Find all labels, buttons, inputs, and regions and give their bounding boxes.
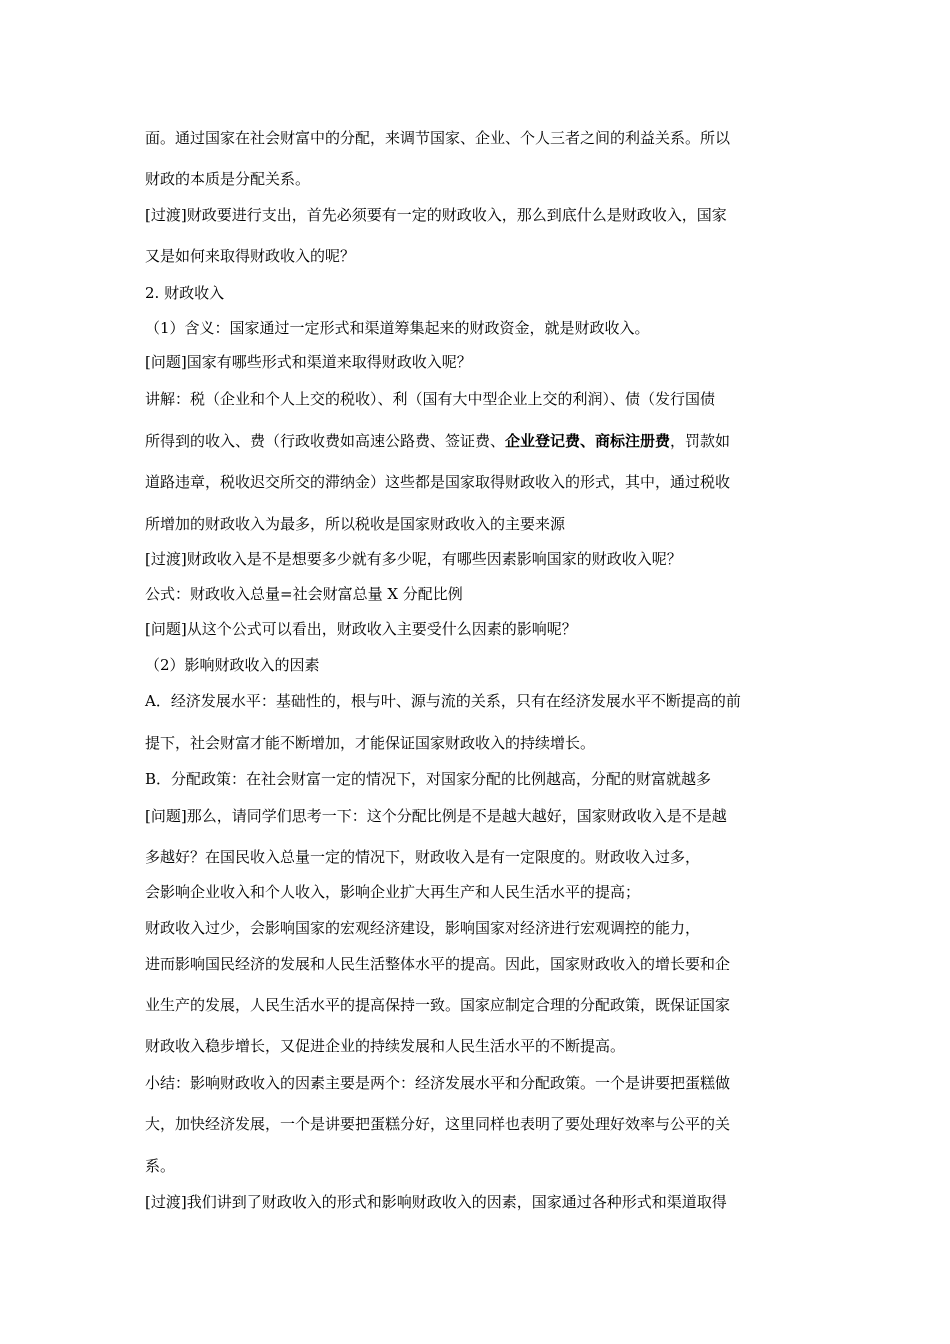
section-heading: 2. 财政收入 bbox=[145, 284, 225, 302]
text-line: 小结：影响财政收入的因素主要是两个：经济发展水平和分配政策。一个是讲要把蛋糕做 bbox=[145, 1074, 731, 1092]
section-heading: （2）影响财政收入的因素 bbox=[145, 656, 320, 674]
text-line: [过渡]财政要进行支出，首先必须要有一定的财政收入，那么到底什么是财政收入，国家 bbox=[145, 206, 727, 224]
text-line: A．经济发展水平：基础性的，根与叶、源与流的关系，只有在经济发展水平不断提高的前 bbox=[145, 692, 741, 710]
text-line: （1）含义：国家通过一定形式和渠道筹集起来的财政资金，就是财政收入。 bbox=[145, 319, 650, 337]
text-line: 会影响企业收入和个人收入，影响企业扩大再生产和人民生活水平的提高； bbox=[145, 883, 641, 901]
text-line: 面。通过国家在社会财富中的分配，来调节国家、企业、个人三者之间的利益关系。所以 bbox=[145, 129, 731, 147]
text-line: [问题]国家有哪些形式和渠道来取得财政收入呢？ bbox=[145, 353, 472, 371]
text-line: 业生产的发展，人民生活水平的提高保持一致。国家应制定合理的分配政策，既保证国家 bbox=[145, 996, 731, 1014]
text-line: 系。 bbox=[145, 1157, 176, 1175]
text-plain: ，罚款如 bbox=[670, 432, 731, 450]
text-plain: 所得到的收入、费（行政收费如高速公路费、签证费、 bbox=[145, 432, 506, 450]
text-line: 所增加的财政收入为最多，所以税收是国家财政收入的主要来源 bbox=[145, 515, 566, 533]
text-line: [问题]那么，请同学们思考一下：这个分配比例是不是越大越好，国家财政收入是不是越 bbox=[145, 807, 727, 825]
text-line-with-bold bbox=[145, 431, 730, 451]
text-line: 道路违章，税收迟交所交的滞纳金）这些都是国家取得财政收入的形式，其中，通过税收 bbox=[145, 473, 731, 491]
text-line: 又是如何来取得财政收入的呢？ bbox=[145, 247, 356, 265]
text-line: 大，加快经济发展，一个是讲要把蛋糕分好，这里同样也表明了要处理好效率与公平的关 bbox=[145, 1115, 731, 1133]
text-line: [过渡]我们讲到了财政收入的形式和影响财政收入的因素，国家通过各种形式和渠道取得 bbox=[145, 1193, 727, 1211]
text-line: 财政收入过少，会影响国家的宏观经济建设，影响国家对经济进行宏观调控的能力， bbox=[145, 919, 701, 937]
text-line: 进而影响国民经济的发展和人民生活整体水平的提高。因此，国家财政收入的增长要和企 bbox=[145, 955, 731, 973]
text-line: 提下，社会财富才能不断增加，才能保证国家财政收入的持续增长。 bbox=[145, 734, 596, 752]
text-line: 讲解：税（企业和个人上交的税收）、利（国有大中型企业上交的利润）、债（发行国债 bbox=[145, 390, 716, 408]
text-line: 多越好？在国民收入总量一定的情况下，财政收入是有一定限度的。财政收入过多， bbox=[145, 848, 701, 866]
text-line: B．分配政策：在社会财富一定的情况下，对国家分配的比例越高，分配的财富就越多 bbox=[145, 770, 712, 788]
text-line: [过渡]财政收入是不是想要多少就有多少呢，有哪些因素影响国家的财政收入呢？ bbox=[145, 550, 682, 568]
text-bold: 企业登记费、商标注册费 bbox=[505, 432, 671, 450]
formula-line: 公式：财政收入总量=社会财富总量 X 分配比例 bbox=[145, 585, 463, 603]
text-line: 财政的本质是分配关系。 bbox=[145, 170, 311, 188]
text-line: 财政收入稳步增长，又促进企业的持续发展和人民生活水平的不断提高。 bbox=[145, 1037, 626, 1055]
text-line: [问题]从这个公式可以看出，财政收入主要受什么因素的影响呢？ bbox=[145, 620, 577, 638]
